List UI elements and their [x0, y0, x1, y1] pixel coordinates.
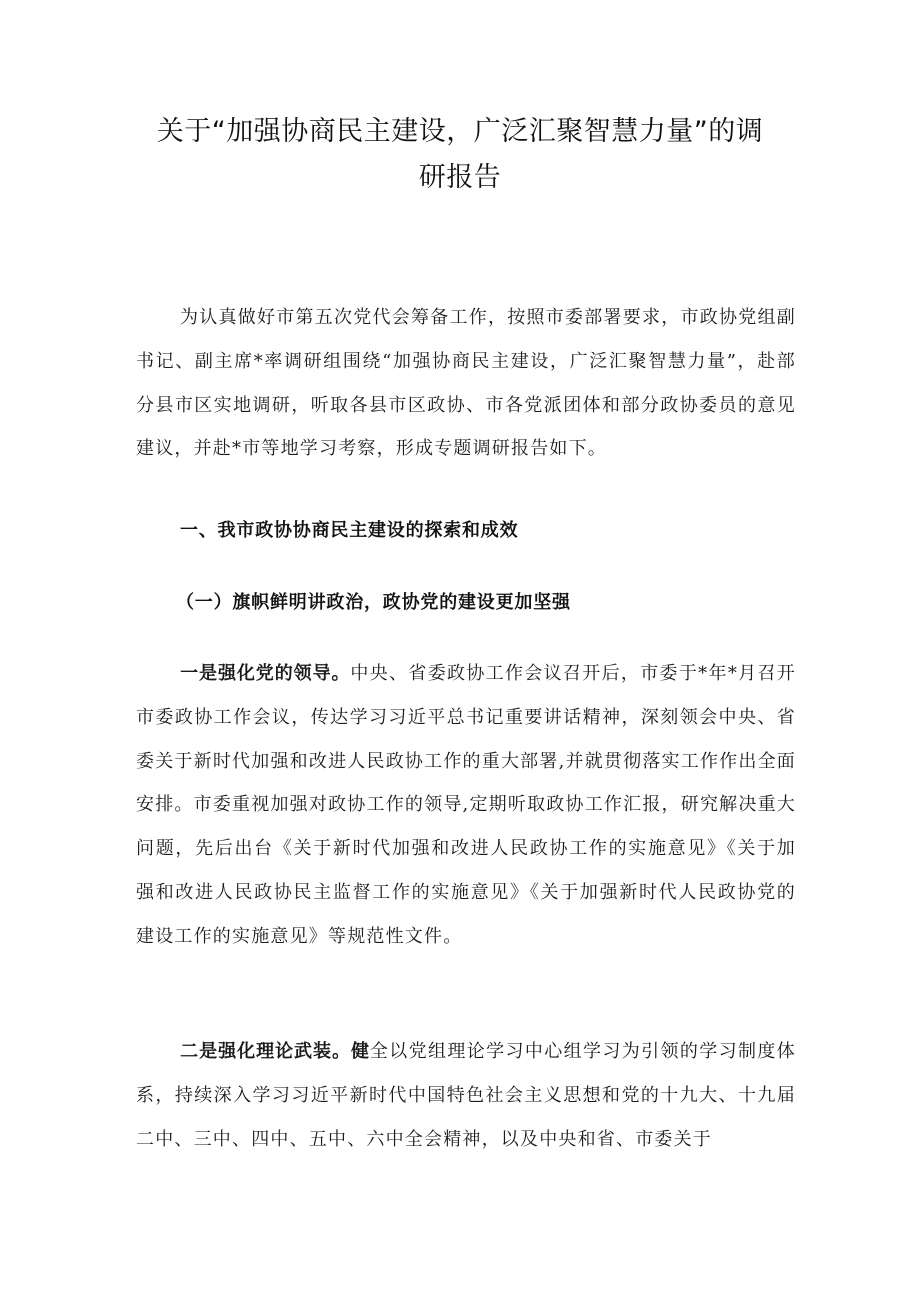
document-title-line-2: 研报告 — [418, 162, 502, 193]
paragraph-body-text: 中央、省委政协工作会议召开后，市委于*年*月召开市委政协工作会议，传达学习习近平总书记重要讲话精神，深刻领会中央、省委关于新时代加强和改进人民政协工作的重大部署,并就贯彻落实工作作出全面安排。市委重视加强对政协工作的领导,定期听取政协工作汇报，研究解决重大问题，先后出台《关于新时代加强和改进人民政协工作的实施意见》《关于加强和改进人民政协民主监督工作的实施意见》《关于加强新时代人民政协党的建设工作的实施意见》等规范性文件。 — [136, 663, 796, 947]
document-title-line-1: 关于“加强协商民主建设，广泛汇聚智慧力量”的调 — [156, 116, 764, 147]
paragraph-body-text: 全以党组理论学习中心组学习为引领的学习制度体系，持续深入学习习近平新时代中国特色社会主义思想和党的十九大、十九届二中、三中、四中、五中、六中全会精神，以及中央和省、市委关于 — [136, 1041, 796, 1150]
paragraph-lead-text: 二是强化理论武装。健 — [180, 1041, 370, 1062]
section-heading-1: 一、我市政协协商民主建设的探索和成效 — [180, 520, 519, 541]
paragraph-theory-study — [136, 1030, 796, 1161]
intro-paragraph — [136, 296, 796, 471]
subsection-heading-1: （一）旗帜鲜明讲政治，政协党的建设更加坚强 — [176, 592, 571, 613]
paragraph-party-leadership — [136, 652, 796, 959]
intro-text: 为认真做好市第五次党代会筹备工作，按照市委部署要求，市政协党组副书记、副主席*率调研组围绕“加强协商民主建设，广泛汇聚智慧力量”，赴部分县市区实地调研，听取各县市区政协、市各党派团体和部分政协委员的意见建议，并赴*市等地学习考察，形成专题调研报告如下。 — [136, 307, 796, 460]
paragraph-lead-text: 一是强化党的领导。 — [180, 663, 351, 684]
